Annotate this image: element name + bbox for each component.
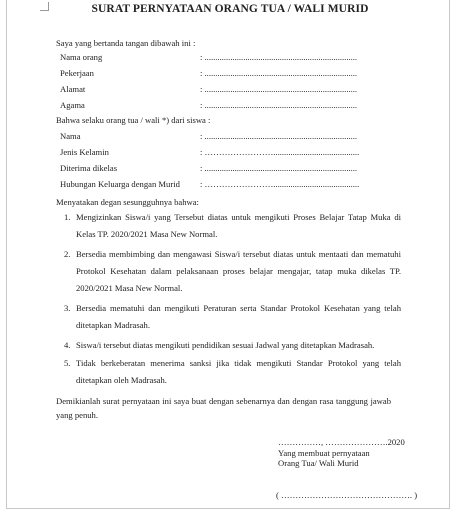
document-title: SURAT PERNYATAAN ORANG TUA / WALI MURID	[91, 3, 369, 15]
intro-text: Saya yang bertanda tangan dibawah ini :	[56, 38, 196, 48]
statement-text: Tidak berkeberatan menerima sanksi jika tidak mengikuti Standar Protokol yang telah ditetapkan oleh Madrasah.	[76, 358, 401, 385]
field-value: : .......................................................................	[200, 52, 358, 62]
field-value: : .......................................................................	[200, 131, 358, 141]
field-value: : .......................................................................	[200, 84, 358, 94]
field-label: Nama	[60, 131, 81, 141]
field-label: Pekerjaan	[60, 68, 94, 78]
declaration-intro: Menyatakan degan sesungguhnya bahwa:	[56, 197, 199, 207]
field-value: : ……………………........................................	[200, 147, 360, 157]
signatory-role: Yang membuat pernyataan	[278, 448, 370, 458]
signature-name-line: ( ………………………………………. )	[276, 490, 418, 500]
statement-text: Bersedia membimbing dan mengawasi Siswa/i tersebut diatas untuk mentaati dan mematuhi Protokol Kesehatan dalam pelaksanaan proses belajar mengajar, tatap muka dikelas TP. 2020/2021 Masa New Normal.	[76, 249, 401, 293]
statement-text: Bersedia mematuhi dan mengikuti Peraturan serta Standar Protokol Kesehatan yang telah ditetapkan Madrasah.	[76, 303, 401, 330]
field-label: Alamat	[60, 84, 86, 94]
student-intro-text: Bahwa selaku orang tua / wali *) dari siswa :	[56, 115, 211, 125]
statement-number: 4.	[64, 340, 71, 350]
field-label: Jenis Kelamin	[60, 147, 109, 157]
statement-number: 2.	[64, 249, 71, 259]
statement-number: 1.	[64, 212, 71, 222]
statement-text: Siswa/i tersebut diatas mengikuti pendidikan sesuai Jadwal yang ditetapkan Madrasah.	[76, 340, 375, 350]
statement-number: 3.	[64, 303, 71, 313]
field-label: Diterima dikelas	[60, 163, 118, 173]
statement-text: Mengizinkan Siswa/i yang Tersebut diatas untuk mengikuti Proses Belajar Tatap Muka di Kelas TP. 2020/2021 Masa New Normal.	[76, 212, 401, 239]
signatory-title: Orang Tua/ Wali Murid	[278, 458, 359, 468]
field-value: : ……………………........................................	[200, 179, 360, 189]
statement-number: 5.	[64, 358, 71, 368]
field-value: : .......................................................................	[200, 68, 358, 78]
field-value: : .......................................................................	[200, 163, 358, 173]
place-date-line: ……………, ………………….2020	[278, 437, 405, 447]
field-value: : .......................................................................	[200, 100, 358, 110]
field-label: Nama orang	[60, 52, 103, 62]
field-label: Hubungan Keluarga dengan Murid	[60, 179, 180, 189]
closing-paragraph: Demikianlah surat pernyataan ini saya buat dengan sebenarnya dan dengan rasa tanggung jawab yang penuh.	[56, 396, 391, 420]
field-label: Agama	[60, 100, 85, 110]
